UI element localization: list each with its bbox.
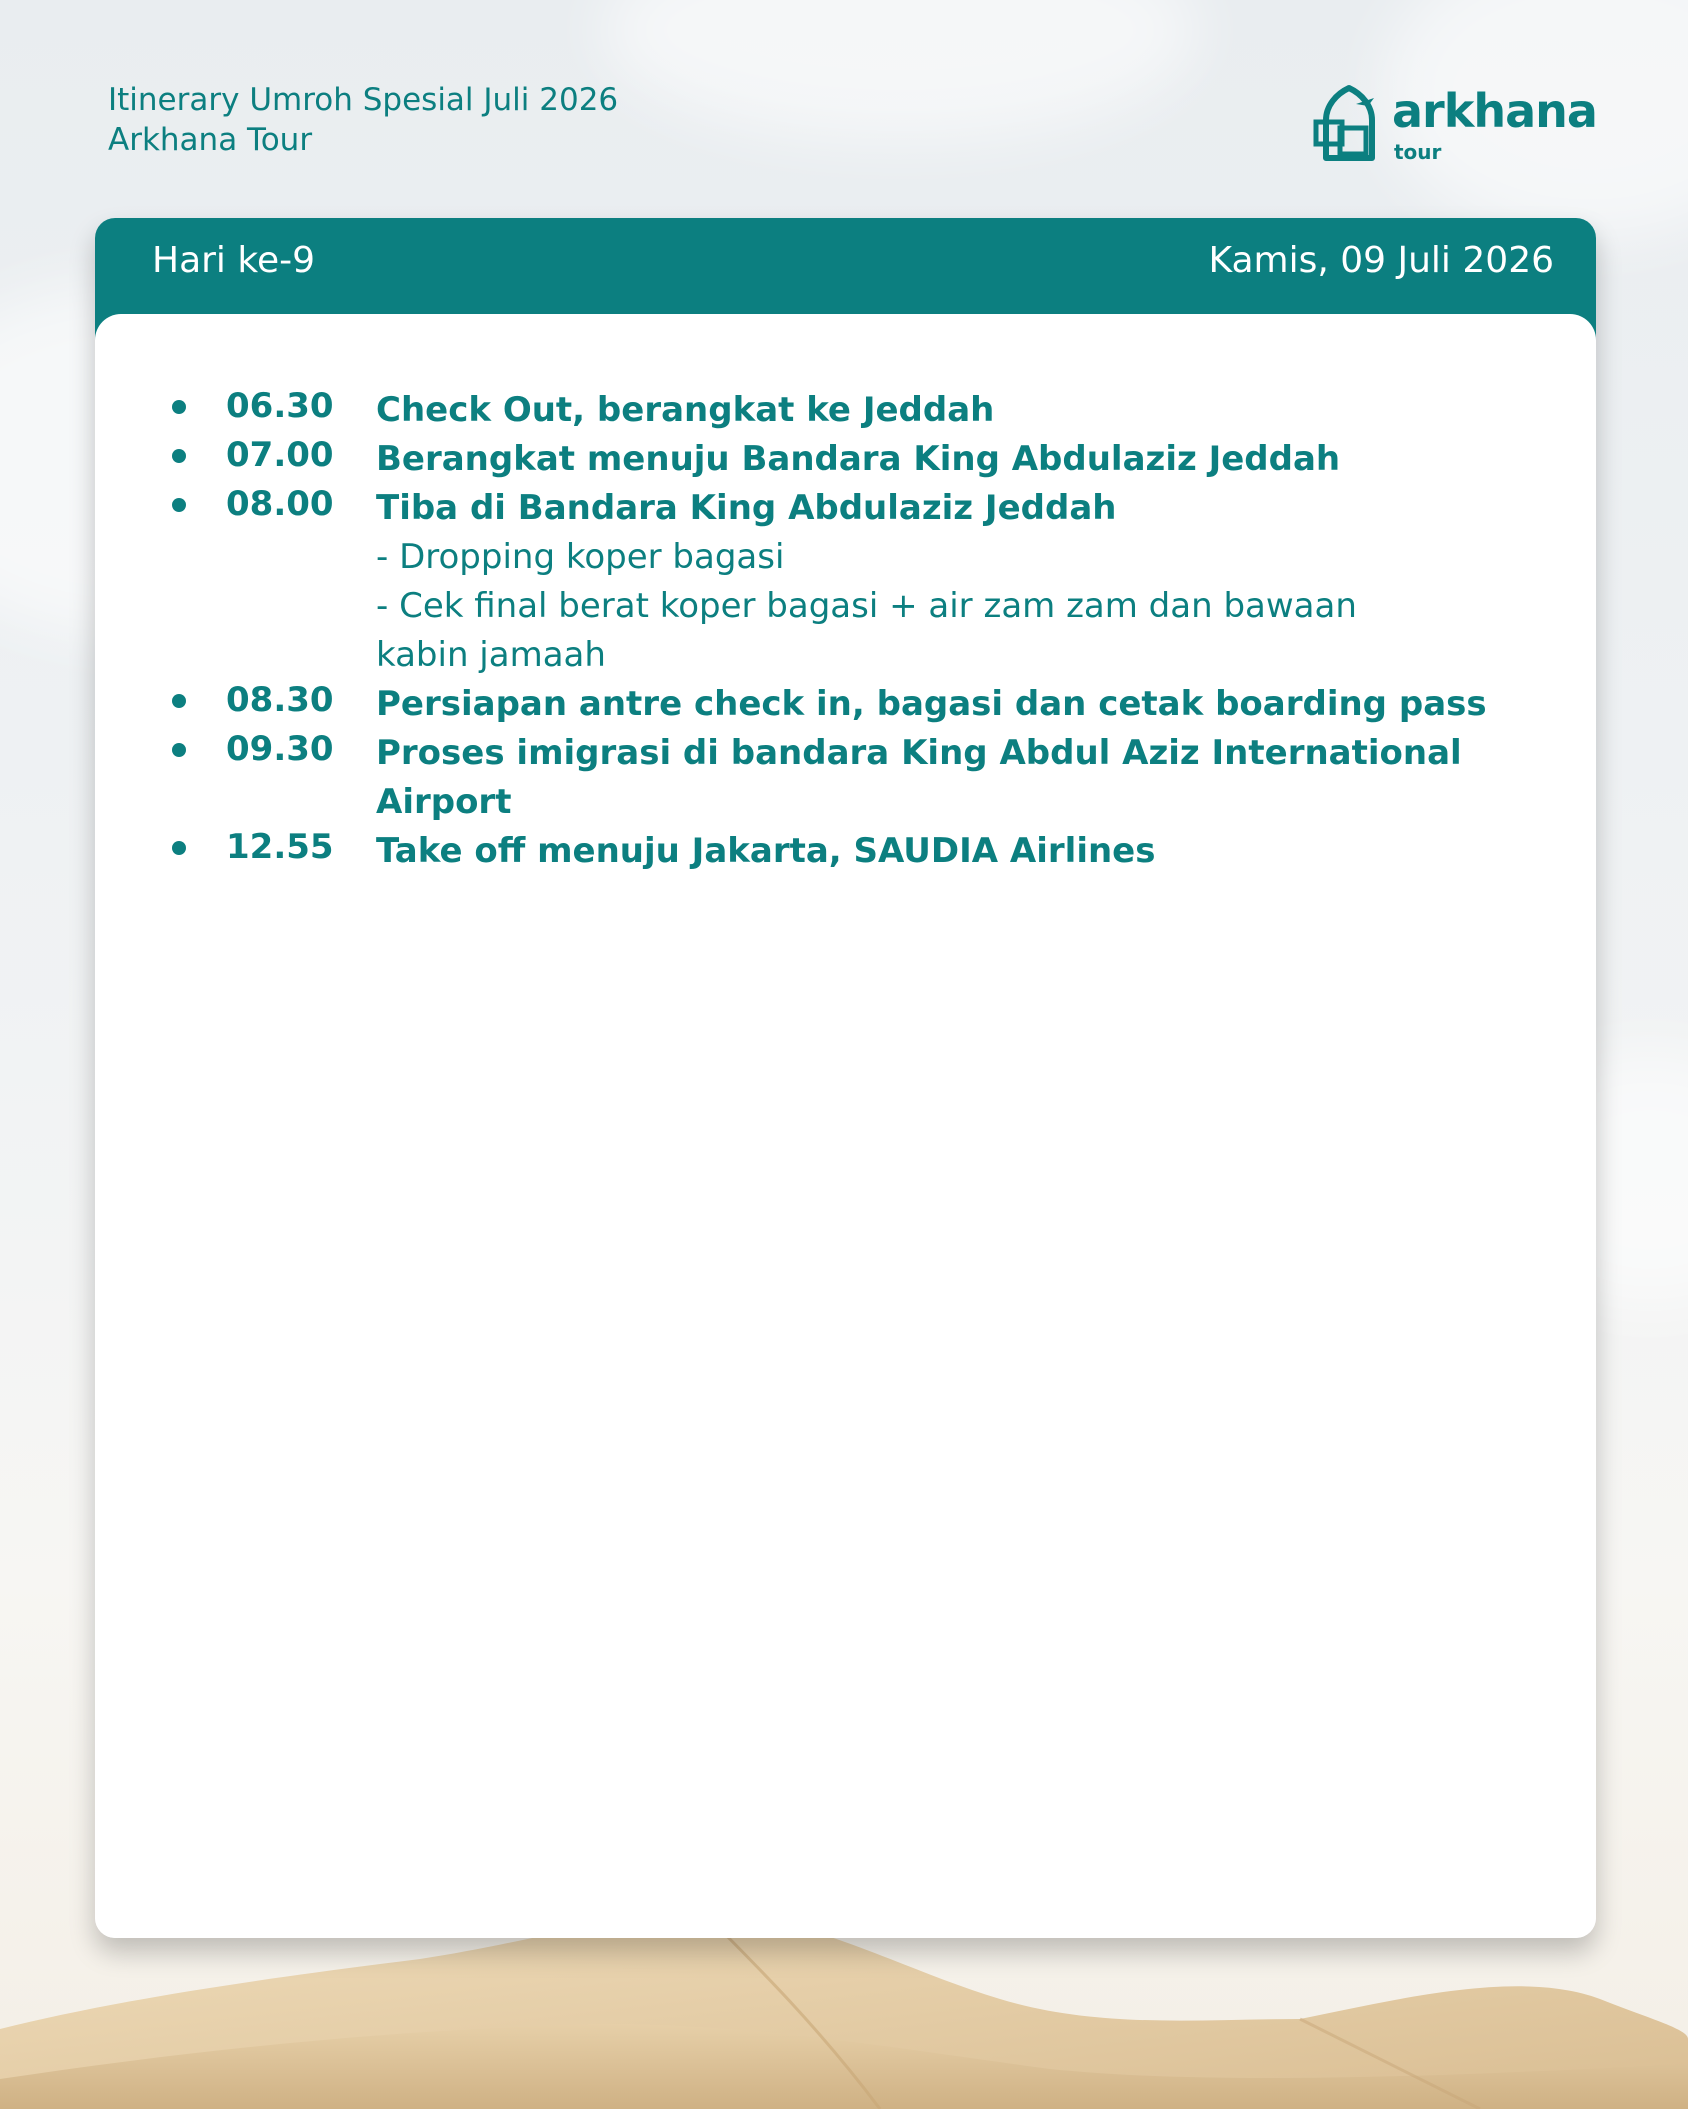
schedule-title: Persiapan antre check in, bagasi dan cetak boarding pass xyxy=(376,684,1487,724)
schedule-title: Check Out, berangkat ke Jeddah xyxy=(376,390,995,430)
bullet-icon xyxy=(172,449,186,463)
bullet-icon xyxy=(172,694,186,708)
schedule-title: Tiba di Bandara King Abdulaziz Jeddah xyxy=(376,488,1117,528)
schedule-time: 12.55 xyxy=(226,827,334,867)
bullet-icon xyxy=(172,400,186,414)
schedule-time: 08.00 xyxy=(226,484,334,524)
company-name: Arkhana Tour xyxy=(108,122,313,158)
schedule-time: 09.30 xyxy=(226,729,334,769)
date-label: Kamis, 09 Juli 2026 xyxy=(1208,240,1554,281)
schedule-title: Berangkat menuju Bandara King Abdulaziz Jeddah xyxy=(376,439,1341,479)
bullet-icon xyxy=(172,743,186,757)
schedule-note: - Cek final berat koper bagasi + air zam zam dan bawaan xyxy=(376,586,1357,626)
schedule-title: Proses imigrasi di bandara King Abdul Aziz International xyxy=(376,733,1462,773)
day-label: Hari ke-9 xyxy=(152,240,315,281)
card-body xyxy=(95,314,1596,1938)
schedule-note: kabin jamaah xyxy=(376,635,606,675)
itinerary-title: Itinerary Umroh Spesial Juli 2026 xyxy=(108,82,619,118)
document-header xyxy=(108,80,618,160)
schedule-time: 07.00 xyxy=(226,435,334,475)
schedule-time: 08.30 xyxy=(226,680,334,720)
bullet-icon xyxy=(172,841,186,855)
bullet-icon xyxy=(172,498,186,512)
kaaba-plane-icon xyxy=(1312,84,1386,166)
brand-logo xyxy=(1312,84,1597,170)
logo-wordmark: arkhana xyxy=(1392,84,1597,138)
schedule-title-continued: Airport xyxy=(376,782,512,822)
schedule-title: Take off menuju Jakarta, SAUDIA Airlines xyxy=(376,831,1156,871)
logo-subtitle: tour xyxy=(1394,140,1442,164)
schedule-time: 06.30 xyxy=(226,386,334,426)
schedule-note: - Dropping koper bagasi xyxy=(376,537,785,577)
